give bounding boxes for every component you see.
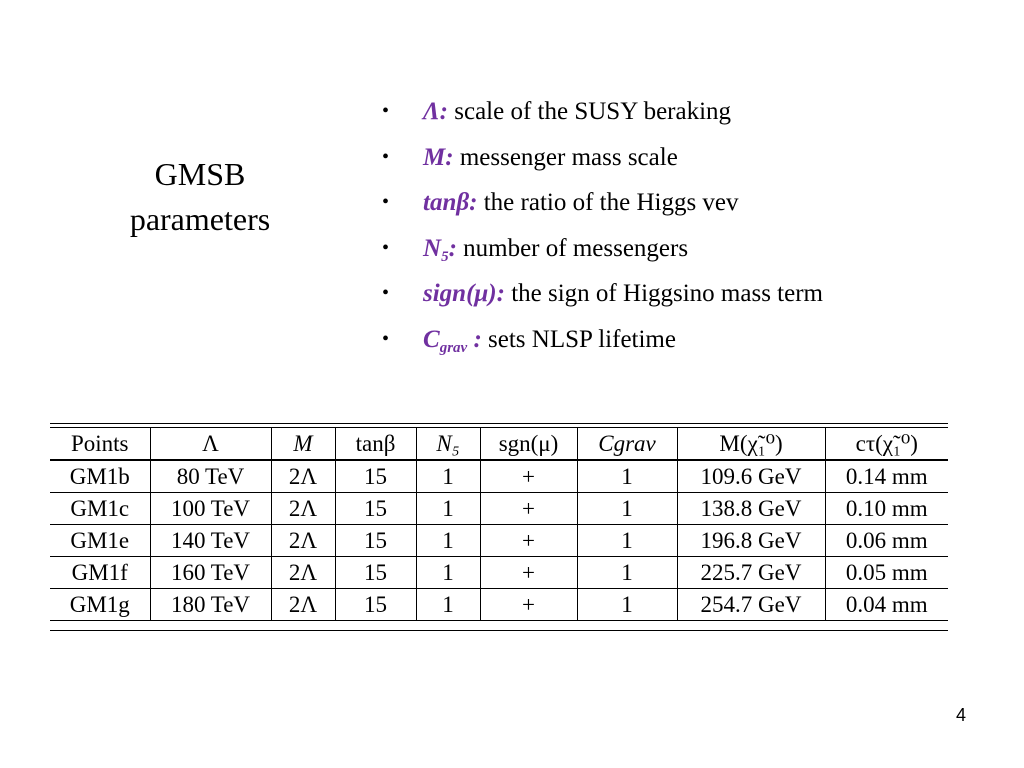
table-cell: +: [480, 460, 577, 493]
bullet-icon: •: [382, 282, 390, 304]
term-label: M:: [423, 143, 454, 171]
table-cell: 80 TeV: [150, 460, 271, 493]
header-cgrav: Cgrav: [577, 428, 677, 461]
bullet-icon: •: [382, 100, 390, 122]
header-neutralino-lifetime: cτ(χ̃₁⁰): [825, 428, 948, 461]
table-cell: 2Λ: [271, 557, 335, 589]
header-neutralino-mass: M(χ̃₁⁰): [677, 428, 825, 461]
table-cell: 180 TeV: [150, 589, 271, 621]
header-n5: N₅: [416, 428, 480, 461]
table-cell: +: [480, 557, 577, 589]
table-cell: 100 TeV: [150, 493, 271, 525]
table-cell: 196.8 GeV: [677, 525, 825, 557]
table-cell: 0.10 mm: [825, 493, 948, 525]
table-cell: 0.06 mm: [825, 525, 948, 557]
table-cell: 1: [416, 557, 480, 589]
table-cell: 1: [416, 460, 480, 493]
header-tanbeta: tanβ: [335, 428, 416, 461]
term-label: [423, 325, 482, 356]
table-cell: 15: [335, 557, 416, 589]
table-cell: 2Λ: [271, 525, 335, 557]
term-label: Λ:: [423, 98, 448, 125]
term-main: C: [423, 325, 440, 353]
table-cell: 1: [416, 525, 480, 557]
header-sgn-mu: sgn(μ): [480, 428, 577, 461]
table-cell: GM1f: [50, 557, 150, 589]
table-cell: 0.14 mm: [825, 460, 948, 493]
table-cell: 109.6 GeV: [677, 460, 825, 493]
header-m: M: [271, 428, 335, 461]
table-cell: 1: [577, 460, 677, 493]
table-cell: GM1b: [50, 460, 150, 493]
term-description: scale of the SUSY beraking: [448, 98, 732, 125]
header-lambda: Λ: [150, 428, 271, 461]
term-subscript: 5: [441, 248, 449, 265]
table-cell: 15: [335, 460, 416, 493]
page-number: 4: [955, 705, 966, 725]
term-suffix: :: [467, 325, 482, 353]
term-description: the sign of Higgsino mass term: [504, 280, 823, 307]
list-item-lambda: [380, 89, 823, 135]
table-row: [50, 525, 948, 557]
table-cell: +: [480, 525, 577, 557]
slide-title: [100, 152, 300, 242]
bullet-icon: •: [382, 236, 390, 259]
table-row: [50, 557, 948, 589]
slide-title-line1: GMSB: [154, 156, 246, 192]
table-cell: 2Λ: [271, 589, 335, 621]
table-body: [50, 460, 948, 621]
table-row: [50, 460, 948, 493]
term-label: [423, 234, 457, 265]
table-cell: +: [480, 589, 577, 621]
list-item-cgrav: [380, 317, 823, 363]
table-cell: GM1c: [50, 493, 150, 525]
header-points: Points: [50, 428, 150, 461]
list-item-messenger-mass: [380, 135, 823, 181]
term-description: messenger mass scale: [453, 143, 678, 171]
slide-title-line2: parameters: [129, 201, 271, 237]
term-description: sets NLSP lifetime: [481, 325, 676, 353]
table-cell: 1: [577, 589, 677, 621]
term-suffix: :: [448, 234, 457, 262]
table-cell: 140 TeV: [150, 525, 271, 557]
table-cell: GM1e: [50, 525, 150, 557]
bullet-icon: •: [382, 191, 390, 213]
table-row: [50, 589, 948, 621]
table-cell: 0.04 mm: [825, 589, 948, 621]
table-cell: 160 TeV: [150, 557, 271, 589]
table-cell: 2Λ: [271, 460, 335, 493]
table-cell: 138.8 GeV: [677, 493, 825, 525]
list-item-tanbeta: [380, 180, 823, 226]
term-subscript: grav: [439, 339, 468, 356]
table-cell: 15: [335, 493, 416, 525]
list-item-sign-mu: [380, 271, 823, 317]
table-cell: 254.7 GeV: [677, 589, 825, 621]
table-cell: 1: [416, 589, 480, 621]
table-cell: 1: [577, 557, 677, 589]
table-bottom-rule: [50, 630, 948, 631]
bullet-icon: •: [382, 145, 390, 168]
table-row: [50, 493, 948, 525]
gmsb-points-table: [50, 423, 948, 621]
list-item-n5: [380, 226, 823, 272]
term-label: sign(μ):: [423, 280, 505, 307]
table-cell: +: [480, 493, 577, 525]
table-cell: 0.05 mm: [825, 557, 948, 589]
table-cell: 1: [577, 493, 677, 525]
bullet-icon: •: [382, 327, 390, 350]
table-cell: GM1g: [50, 589, 150, 621]
table-cell: 225.7 GeV: [677, 557, 825, 589]
data-table: [50, 427, 948, 621]
term-description: number of messengers: [456, 234, 689, 262]
table-header-row: [50, 428, 948, 461]
term-main: N: [423, 234, 442, 262]
table-cell: 2Λ: [271, 493, 335, 525]
table-cell: 1: [416, 493, 480, 525]
term-description: the ratio of the Higgs vev: [477, 189, 739, 216]
term-label: tanβ:: [423, 189, 478, 216]
table-cell: 15: [335, 525, 416, 557]
table-cell: 15: [335, 589, 416, 621]
table-cell: 1: [577, 525, 677, 557]
parameter-list: [380, 89, 823, 362]
